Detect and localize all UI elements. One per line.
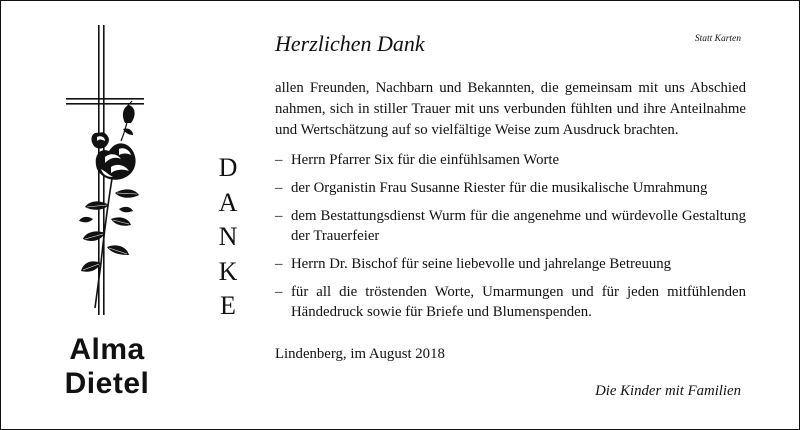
notice-heading: Herzlichen Dank — [275, 31, 425, 56]
cross-with-rose-icon — [59, 23, 159, 323]
list-item-text: Herrn Pfarrer Six für die einfühlsamen Worte — [291, 152, 560, 168]
list-item — [275, 206, 746, 246]
danke-letter: A — [218, 187, 238, 217]
list-item — [275, 282, 746, 322]
list-dash: – — [275, 152, 283, 168]
list-dash: – — [275, 208, 283, 224]
list-item-text: für all die tröstenden Worte, Umarmungen und für jeden mitfühlenden Händedruck sowie für Briefe und Blumenspenden. — [291, 284, 746, 320]
list-dash: – — [275, 284, 283, 300]
danke-letter: D — [218, 153, 238, 182]
danke-vertical-word — [213, 151, 243, 324]
list-dash: – — [275, 180, 283, 196]
list-item-text: der Organistin Frau Susanne Riester für die musikalische Umrahmung — [291, 180, 708, 196]
list-item-text: Herrn Dr. Bischof für seine liebevolle und jahrelange Betreuung — [291, 256, 672, 272]
list-item — [275, 150, 746, 170]
list-item-text: dem Bestattungsdienst Wurm für die angenehme und würdevolle Gestaltung der Trauerfeier — [291, 208, 746, 244]
thanks-list — [275, 150, 746, 330]
deceased-first-name: Alma — [69, 333, 145, 366]
danke-letter: K — [218, 256, 238, 286]
place-date: Lindenberg, im August 2018 — [275, 346, 445, 362]
danke-letter: N — [218, 222, 238, 251]
danke-letter: E — [220, 291, 236, 320]
list-item — [275, 254, 746, 274]
list-dash: – — [275, 256, 283, 272]
signature: Die Kinder mit Familien — [595, 383, 741, 399]
deceased-last-name: Dietel — [64, 367, 150, 400]
intro-paragraph: allen Freunden, Nachbarn und Bekannten, die gemeinsam mit uns Abschied nahmen, sich in stiller Trauer mit uns verbunden fühlten und ihre Anteilnahme und Wertschätzung auf so vielfältige Weise zum Ausdruck brachten. — [275, 80, 746, 138]
corner-note: Statt Karten — [694, 34, 741, 44]
list-item — [275, 178, 746, 198]
